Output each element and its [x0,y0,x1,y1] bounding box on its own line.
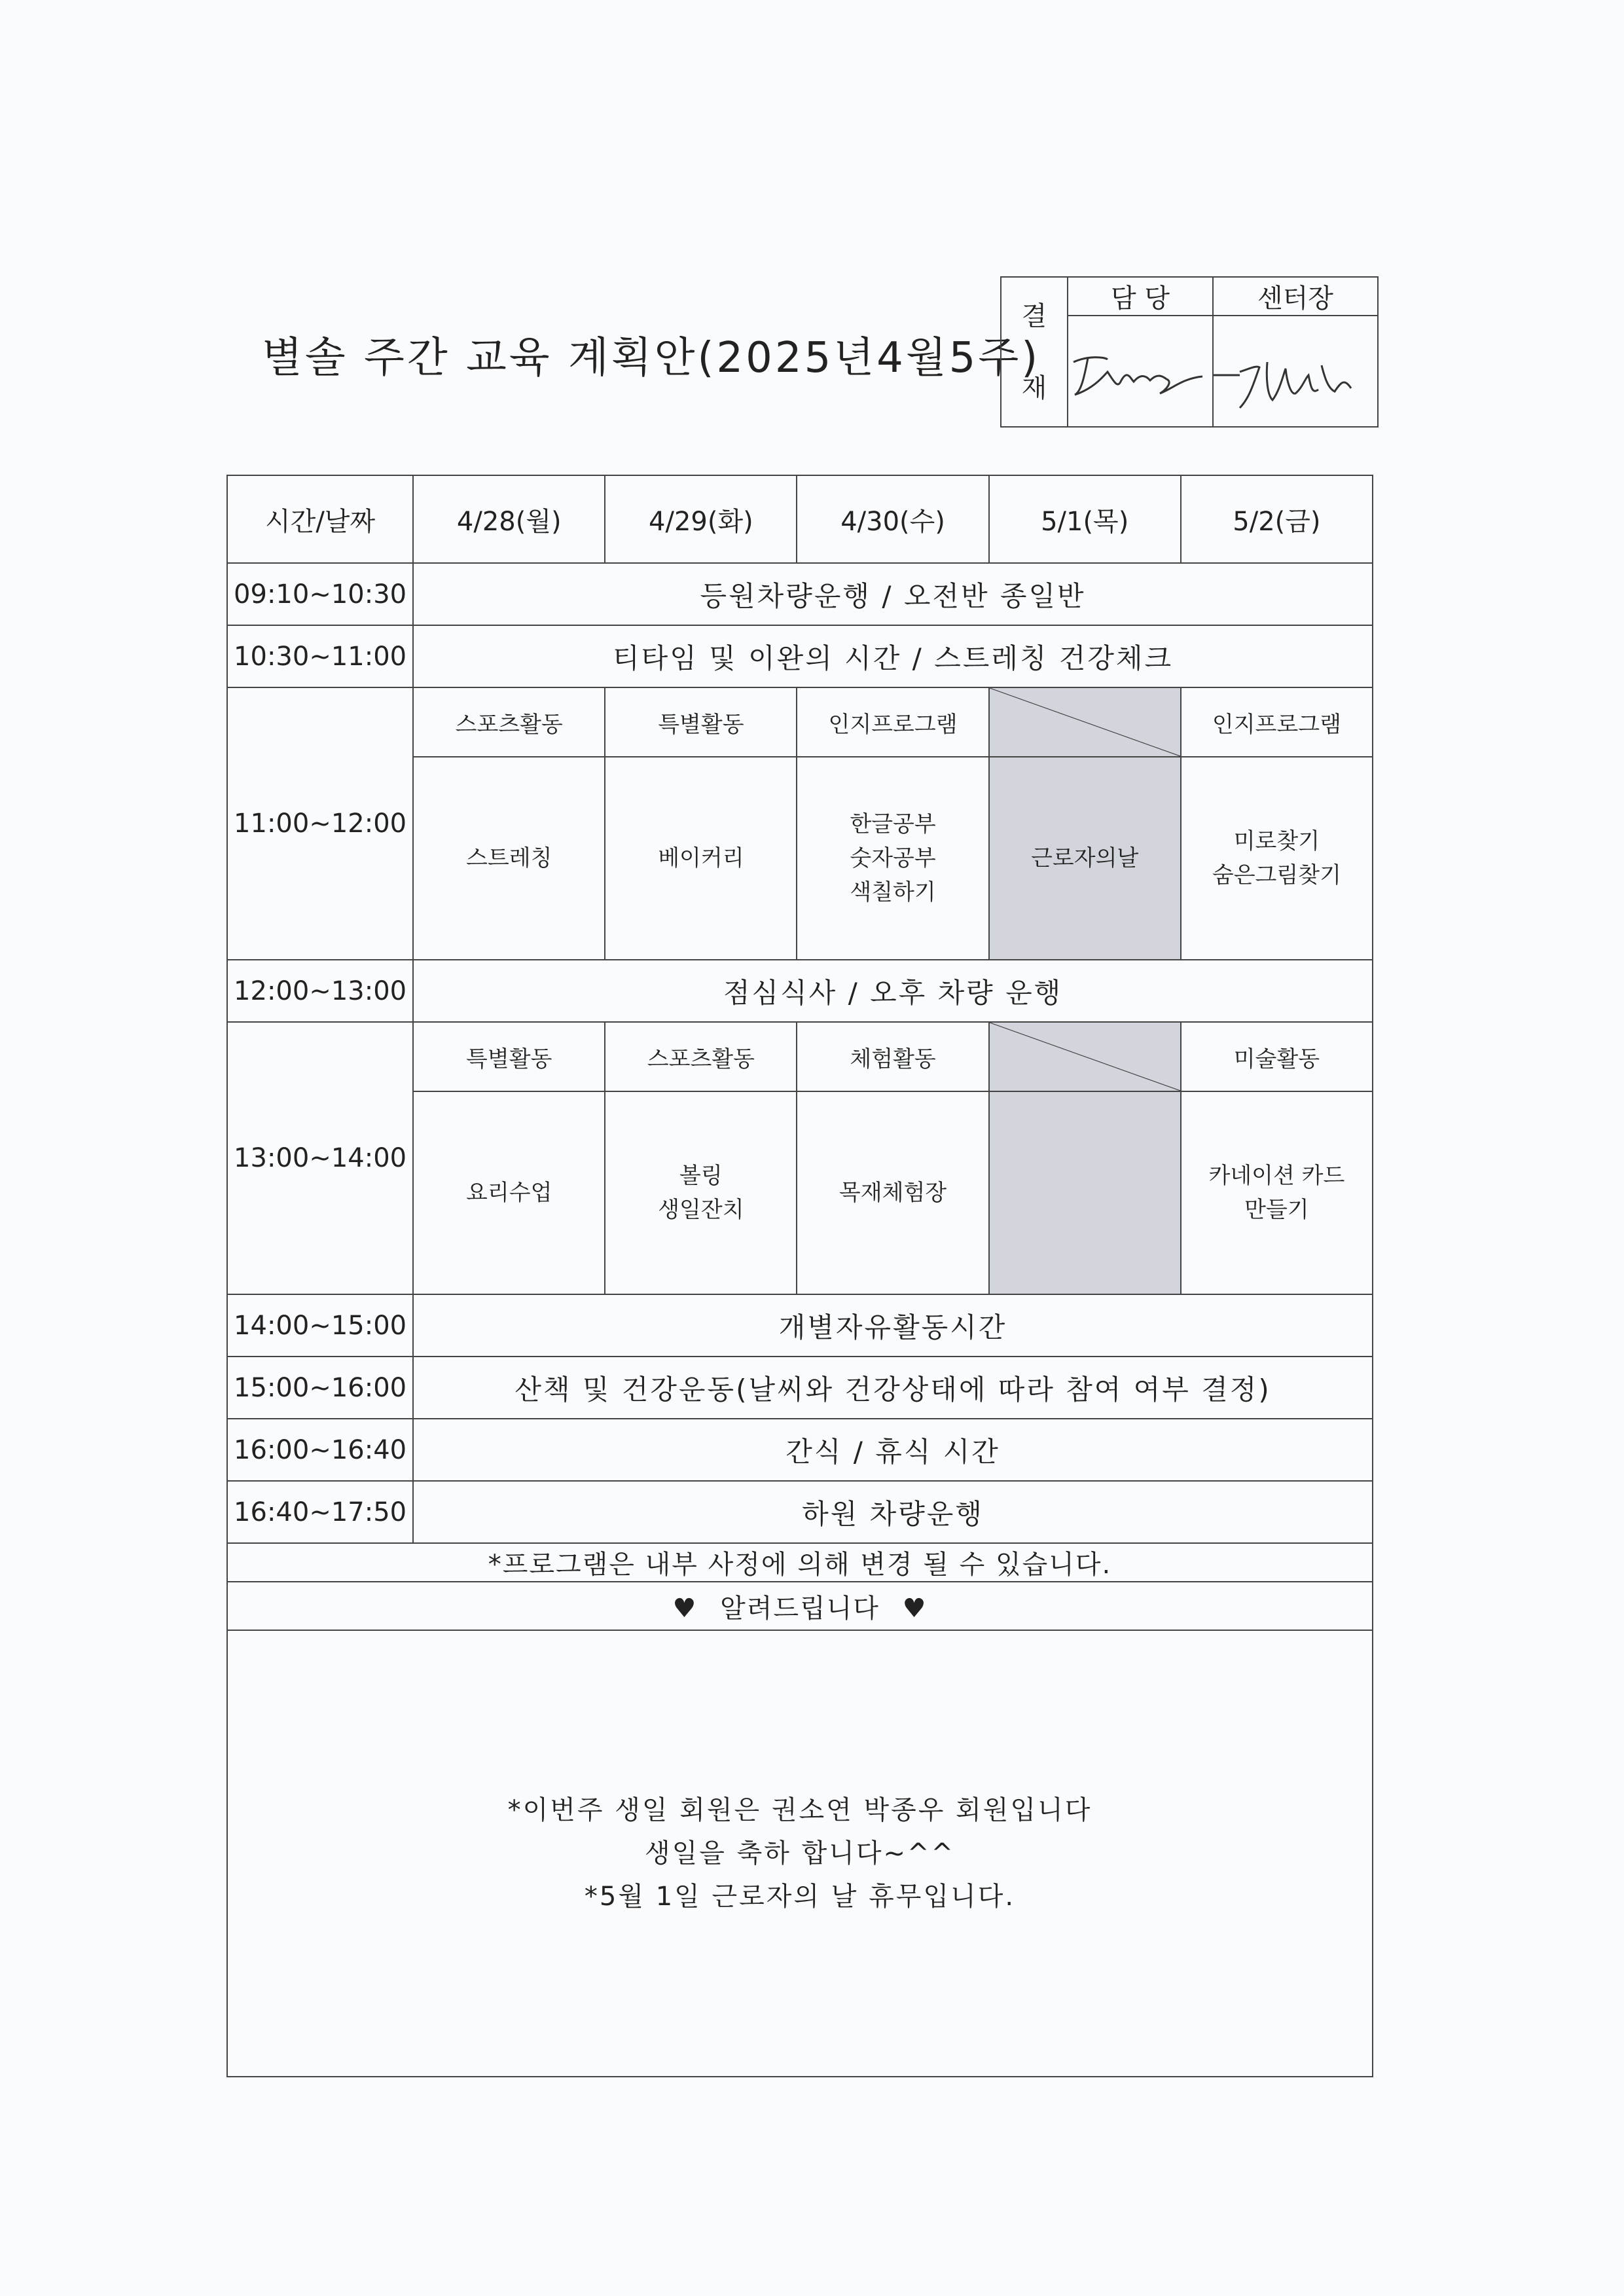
heart-icon: ♥ [672,1593,698,1624]
activity-cell [413,1091,605,1294]
activity-cell [413,757,605,960]
change-note: *프로그램은 내부 사정에 의해 변경 될 수 있습니다. [227,1543,1373,1582]
activity-line: 만들기 [1244,1197,1309,1223]
activity-span: 산책 및 건강운동(날씨와 건강상태에 따라 참여 여부 결정) [413,1357,1373,1419]
activity-cell [1181,757,1373,960]
activity-line: 생일잔치 [658,1197,744,1223]
activity-line: 숫자공부 [850,845,936,871]
notice-line: 생일을 축하 합니다~^^ [644,1838,956,1868]
header-row [227,475,1373,563]
activity-line: 숨은그림찾기 [1212,862,1341,888]
day-header: 5/2(금) [1181,475,1373,563]
category-cell: 스포츠활동 [605,1022,797,1091]
table-row [227,1481,1373,1543]
director-signature [1213,316,1378,427]
approval-label-bottom: 재 [1021,373,1047,403]
activity-cell [797,757,988,960]
category-cell: 스포츠활동 [413,687,605,757]
time-cell: 13:00~14:00 [227,1022,413,1294]
activity-cell [1181,1091,1373,1294]
category-cell: 특별활동 [605,687,797,757]
time-cell: 14:00~15:00 [227,1294,413,1357]
table-row [227,960,1373,1022]
activity-line: 색칠하기 [850,879,936,905]
activity-cell [605,1091,797,1294]
time-cell: 11:00~12:00 [227,687,413,960]
table-row [227,687,1373,757]
note-row [227,1543,1373,1582]
category-cell: 인지프로그램 [797,687,988,757]
activity-span: 하원 차량운행 [413,1481,1373,1543]
heart-icon: ♥ [902,1593,928,1624]
category-cell: 미술활동 [1181,1022,1373,1091]
table-row [227,1294,1373,1357]
activity-line: 볼링 [679,1163,723,1189]
category-cell: 체험활동 [797,1022,988,1091]
activity-line: 미로찾기 [1233,828,1320,854]
notice-line: *5월 1일 근로자의 날 휴무입니다. [584,1882,1016,1912]
category-cell: 인지프로그램 [1181,687,1373,757]
approval-label-top: 결 [1021,301,1047,331]
category-cell: 특별활동 [413,1022,605,1091]
activity-line: 카네이션 카드 [1208,1163,1345,1189]
diagonal-line [990,688,1180,756]
approval-director-header: 센터장 [1213,277,1378,316]
holiday-category-cell [989,687,1181,757]
approval-box [1000,276,1379,428]
activity-span: 티타임 및 이완의 시간 / 스트레칭 건강체크 [413,625,1373,687]
table-row [227,1022,1373,1091]
time-cell: 15:00~16:00 [227,1357,413,1419]
table-row [227,563,1373,625]
director-signature-mark [1214,316,1377,426]
activity-line: 목재체험장 [839,1180,947,1206]
activity-line: 베이커리 [658,845,744,871]
notice-body-row [227,1630,1373,2077]
notice-heading-text: 알려드립니다 [720,1593,880,1624]
notice-heading [227,1582,1373,1630]
approval-staff-header: 담 당 [1068,277,1213,316]
diagonal-line [990,1023,1180,1091]
time-cell: 10:30~11:00 [227,625,413,687]
notice-body [227,1630,1373,2077]
schedule-table [226,475,1373,2077]
time-cell: 16:00~16:40 [227,1419,413,1481]
activity-span: 개별자유활동시간 [413,1294,1373,1357]
day-header: 4/29(화) [605,475,797,563]
holiday-activity-cell [989,757,1181,960]
activity-span: 점심식사 / 오후 차량 운행 [413,960,1373,1022]
holiday-activity-cell [989,1091,1181,1294]
activity-line: 한글공부 [850,811,936,837]
activity-span: 간식 / 휴식 시간 [413,1419,1373,1481]
notice-heading-row [227,1582,1373,1630]
activity-cell [797,1091,988,1294]
time-cell: 09:10~10:30 [227,563,413,625]
activity-cell [605,757,797,960]
activity-span: 등원차량운행 / 오전반 종일반 [413,563,1373,625]
table-row [227,1419,1373,1481]
time-cell: 16:40~17:50 [227,1481,413,1543]
time-date-header: 시간/날짜 [227,475,413,563]
day-header: 4/30(수) [797,475,988,563]
activity-line: 스트레칭 [466,845,552,871]
time-cell: 12:00~13:00 [227,960,413,1022]
staff-signature [1068,316,1213,427]
table-row [227,625,1373,687]
staff-signature-mark [1068,316,1212,426]
activity-line: 요리수업 [466,1180,552,1206]
day-header: 4/28(월) [413,475,605,563]
approval-label [1001,277,1068,427]
table-row [227,1357,1373,1419]
day-header: 5/1(목) [989,475,1181,563]
page-title: 별솔 주간 교육 계획안(2025년4월5주) [262,334,1041,382]
notice-line: *이번주 생일 회원은 권소연 박종우 회원입니다 [507,1795,1092,1825]
activity-line: 근로자의날 [1031,845,1139,871]
holiday-category-cell [989,1022,1181,1091]
